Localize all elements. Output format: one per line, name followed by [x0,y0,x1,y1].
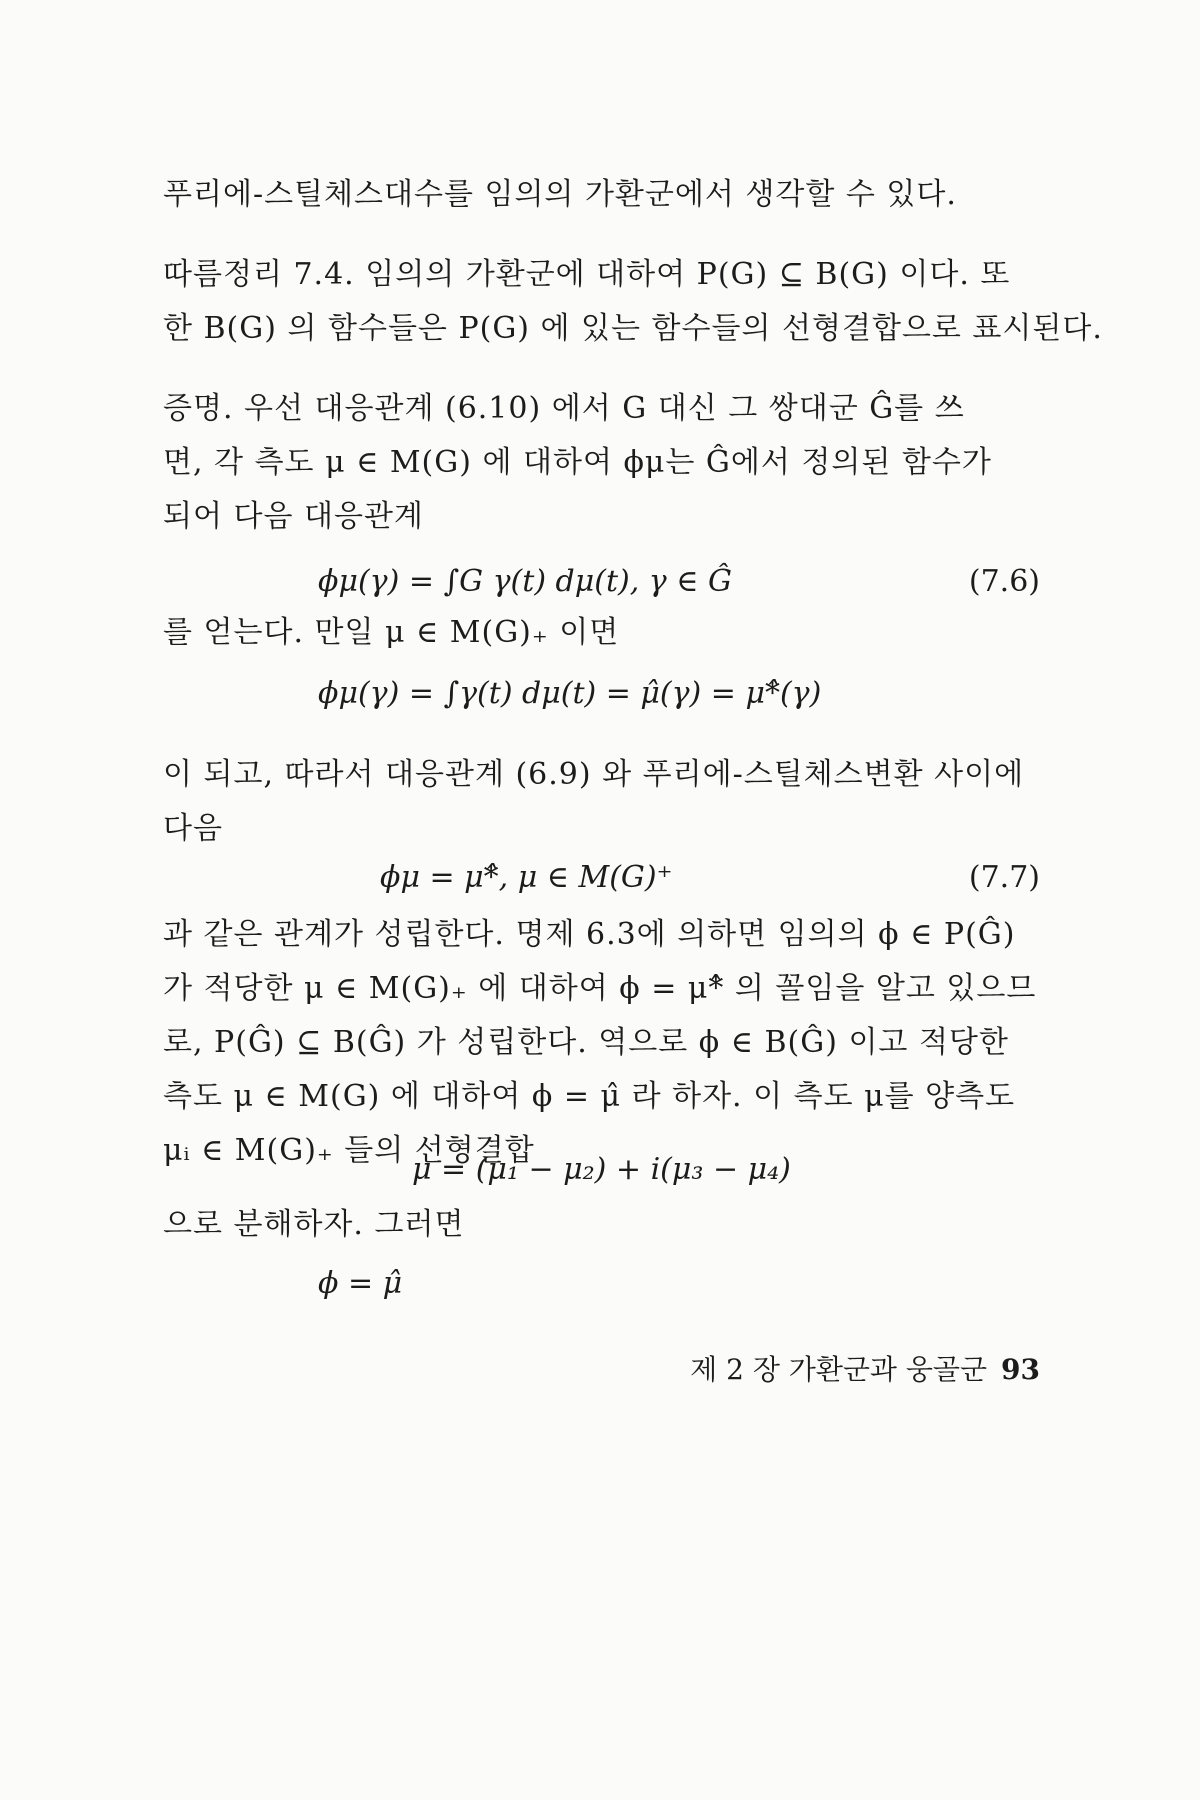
text-line: 로, P(Ĝ) ⊆ B(Ĝ) 가 성립한다. 역으로 ϕ ∈ B(Ĝ) 이고 적당한 [163,1025,1009,1060]
paragraph-after-conjugate [163,748,1043,856]
text-line: 다음 [163,811,223,846]
text-line: 면, 각 측도 μ ∈ M(G) 에 대하여 ϕμ는 Ĝ에서 정의된 함수가 [163,445,992,480]
equation-conjugate: ϕμ(γ) = ∫γ(t) dμ(t) = μ̂(γ) = μ*̂(γ) [318,676,822,711]
text-line: 측도 μ ∈ M(G) 에 대하여 ϕ = μ̂ 라 하자. 이 측도 μ를 양측도 [163,1079,1016,1114]
text-line: 푸리에-스틸체스대수를 임의의 가환군에서 생각할 수 있다. [163,177,957,212]
text-line: 과 같은 관계가 성립한다. 명제 6.3에 의하면 임의의 ϕ ∈ P(Ĝ) [163,917,1016,952]
text-line: 이 되고, 따라서 대응관계 (6.9) 와 푸리에-스틸체스변환 사이에 [163,757,1025,792]
text-line: 되어 다음 대응관계 [163,499,424,534]
page-footer [0,1352,1040,1388]
paragraph-after-decomposition [163,1198,1043,1252]
proof-paragraph [163,382,1043,544]
text-line: 한 B(G) 의 함수들은 P(G) 에 있는 함수들의 선형결합으로 표시된다. [163,311,1103,346]
paragraph-intro [163,168,1043,222]
paragraph-after-7-7 [163,908,1043,1178]
text-line: 증명. 우선 대응관계 (6.10) 에서 G 대신 그 쌍대군 Ĝ를 쓰 [163,391,965,426]
text-line: 따름정리 7.4. 임의의 가환군에 대하여 P(G) ⊆ B(G) 이다. 또 [163,257,1011,292]
equation-decomposition: μ = (μ₁ − μ₂) + i(μ₃ − μ₄) [412,1152,791,1187]
chapter-title: 제 2 장 가환군과 웅골군 [690,1353,988,1386]
equation-7-6: ϕμ(γ) = ∫G γ(t) dμ(t), γ ∈ Ĝ [318,564,732,599]
paragraph-after-7-6 [163,606,1043,660]
equation-number-7-7: (7.7) [968,860,1040,895]
text-line: 를 얻는다. 만일 μ ∈ M(G)₊ 이면 [163,615,620,650]
text-line: 으로 분해하자. 그러면 [163,1207,465,1242]
equation-final: ϕ = μ̂ [318,1266,403,1301]
corollary-7-4 [163,248,1103,356]
text-line: μᵢ ∈ M(G)₊ 들의 선형결합 [163,1133,535,1168]
text-line: 가 적당한 μ ∈ M(G)₊ 에 대하여 ϕ = μ*̂ 의 꼴임을 알고 있으므 [163,971,1037,1006]
equation-7-7: ϕμ = μ*̂, μ ∈ M(G)⁺ [380,860,673,895]
equation-number-7-6: (7.6) [968,564,1040,599]
page-number: 93 [1001,1353,1040,1386]
